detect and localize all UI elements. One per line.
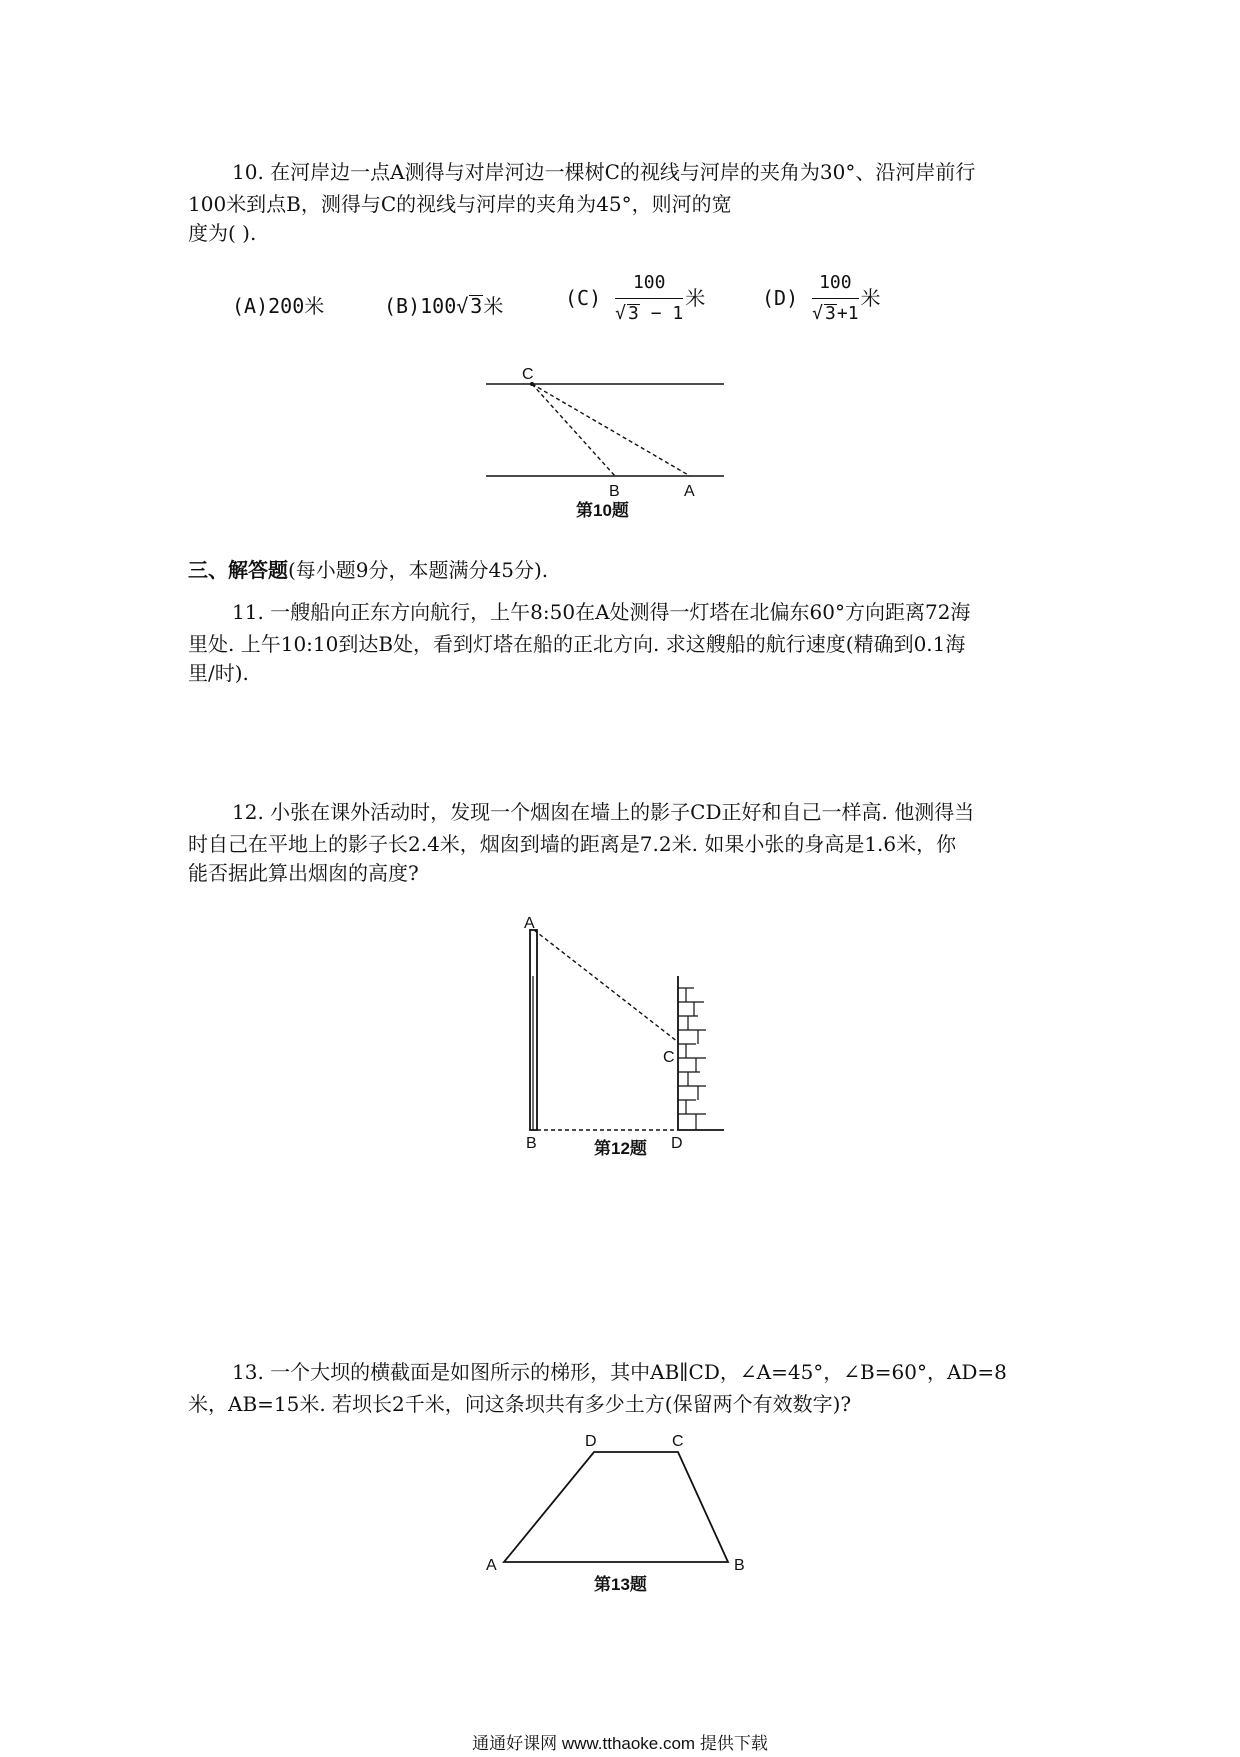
- section-heading: [188, 556, 548, 585]
- option-d-unit: 米: [860, 286, 881, 311]
- sqrt-sign: √: [456, 294, 469, 318]
- q13-line-2: 米，AB=15米. 若坝长2千米，问这条坝共有多少土方(保留两个有效数字)?: [188, 1392, 852, 1416]
- q12-line-3: 能否据此算出烟囱的高度?: [188, 861, 419, 885]
- page-footer: [0, 1732, 1240, 1757]
- option-c-den-radicand: 3: [628, 303, 639, 325]
- q12-line-1: 12. 小张在课外活动时，发现一个烟囱在墙上的影子CD正好和自己一样高. 他测得当: [232, 800, 975, 824]
- label-d: D: [585, 1433, 597, 1450]
- q10-line-3: 度为( ).: [188, 221, 257, 245]
- section-title: 三、解答题: [188, 558, 288, 582]
- option-a: [232, 292, 324, 321]
- figure-12: [516, 916, 736, 1166]
- option-d-denominator: [812, 299, 858, 327]
- section-note: (每小题9分，本题满分45分).: [288, 558, 549, 582]
- figure-13-caption: 第13题: [594, 1575, 647, 1594]
- option-d-den-rest: +1: [836, 303, 859, 325]
- option-b: [384, 292, 503, 321]
- figure-10: [480, 364, 720, 524]
- option-c-unit: 米: [685, 286, 706, 311]
- q10-options: [232, 270, 932, 350]
- q10-line-2: 100米到点B，测得与C的视线与河岸的夹角为45°，则河的宽: [188, 192, 732, 216]
- option-c-den-rest: − 1: [639, 303, 684, 325]
- question-12-text: [188, 798, 1058, 827]
- question-11-text: [188, 598, 1058, 627]
- question-12-text-cont: [188, 830, 1058, 888]
- q11-line-3: 里/时).: [188, 661, 249, 685]
- trapezoid: [504, 1452, 728, 1562]
- label-b: B: [734, 1557, 745, 1574]
- label-b: B: [609, 483, 620, 500]
- option-d: [762, 270, 881, 327]
- label-a: A: [684, 483, 695, 500]
- label-c: C: [672, 1433, 684, 1450]
- option-c-fraction: [615, 270, 683, 327]
- label-d: D: [671, 1135, 683, 1152]
- option-c: [565, 270, 705, 327]
- question-13-text: [188, 1358, 1058, 1387]
- option-a-text: (A)200米: [232, 294, 325, 318]
- q11-line-1: 11. 一艘船向正东方向航行，上午8:50在A处测得一灯塔在北偏东60°方向距离72海: [232, 600, 971, 624]
- label-c: C: [522, 366, 534, 383]
- question-10-text: [188, 158, 1058, 187]
- label-a: A: [486, 1557, 497, 1574]
- sqrt-sign: √: [615, 303, 627, 325]
- option-b-prefix: (B)100: [384, 294, 457, 318]
- sightline-ca: [532, 384, 690, 476]
- q11-line-2: 里处. 上午10:10到达B处，看到灯塔在船的正北方向. 求这艘船的航行速度(精确到0.1海: [188, 632, 966, 656]
- figure-13: [482, 1428, 752, 1598]
- option-c-denominator: [615, 299, 683, 327]
- figure-12-caption: 第12题: [594, 1139, 647, 1158]
- sqrt-sign: √: [812, 303, 824, 325]
- option-b-radicand: 3: [470, 294, 483, 318]
- q10-line-1: 10. 在河岸边一点A测得与对岸河边一棵树C的视线与河岸的夹角为30°、沿河岸前行: [232, 160, 976, 184]
- option-d-fraction: [812, 270, 858, 327]
- label-a: A: [524, 915, 535, 932]
- q12-line-2: 时自己在平地上的影子长2.4米，烟囱到墙的距离是7.2米. 如果小张的身高是1.6米，你: [188, 832, 957, 856]
- figure-10-caption: 第10题: [576, 501, 629, 520]
- option-d-label: (D): [762, 286, 799, 311]
- footer-text: 通通好课网 www.tthaoke.com 提供下载: [472, 1734, 768, 1753]
- ac-dashed: [534, 930, 678, 1042]
- question-11-text-cont: [188, 630, 1058, 688]
- q13-line-1: 13. 一个大坝的横截面是如图所示的梯形，其中AB∥CD，∠A=45°，∠B=60°，AD=8: [232, 1360, 1007, 1384]
- option-d-numerator: 100: [812, 270, 858, 299]
- question-10-text-cont: [188, 190, 1058, 248]
- question-13-text-cont: [188, 1390, 1058, 1419]
- option-c-label: (C): [565, 286, 602, 311]
- option-b-suffix: 米: [483, 294, 504, 318]
- option-d-den-radicand: 3: [825, 303, 836, 325]
- brick-wall: [678, 988, 706, 1130]
- sightline-cb: [532, 384, 615, 476]
- label-b: B: [526, 1135, 537, 1152]
- label-c: C: [663, 1049, 675, 1066]
- option-c-numerator: 100: [615, 270, 683, 299]
